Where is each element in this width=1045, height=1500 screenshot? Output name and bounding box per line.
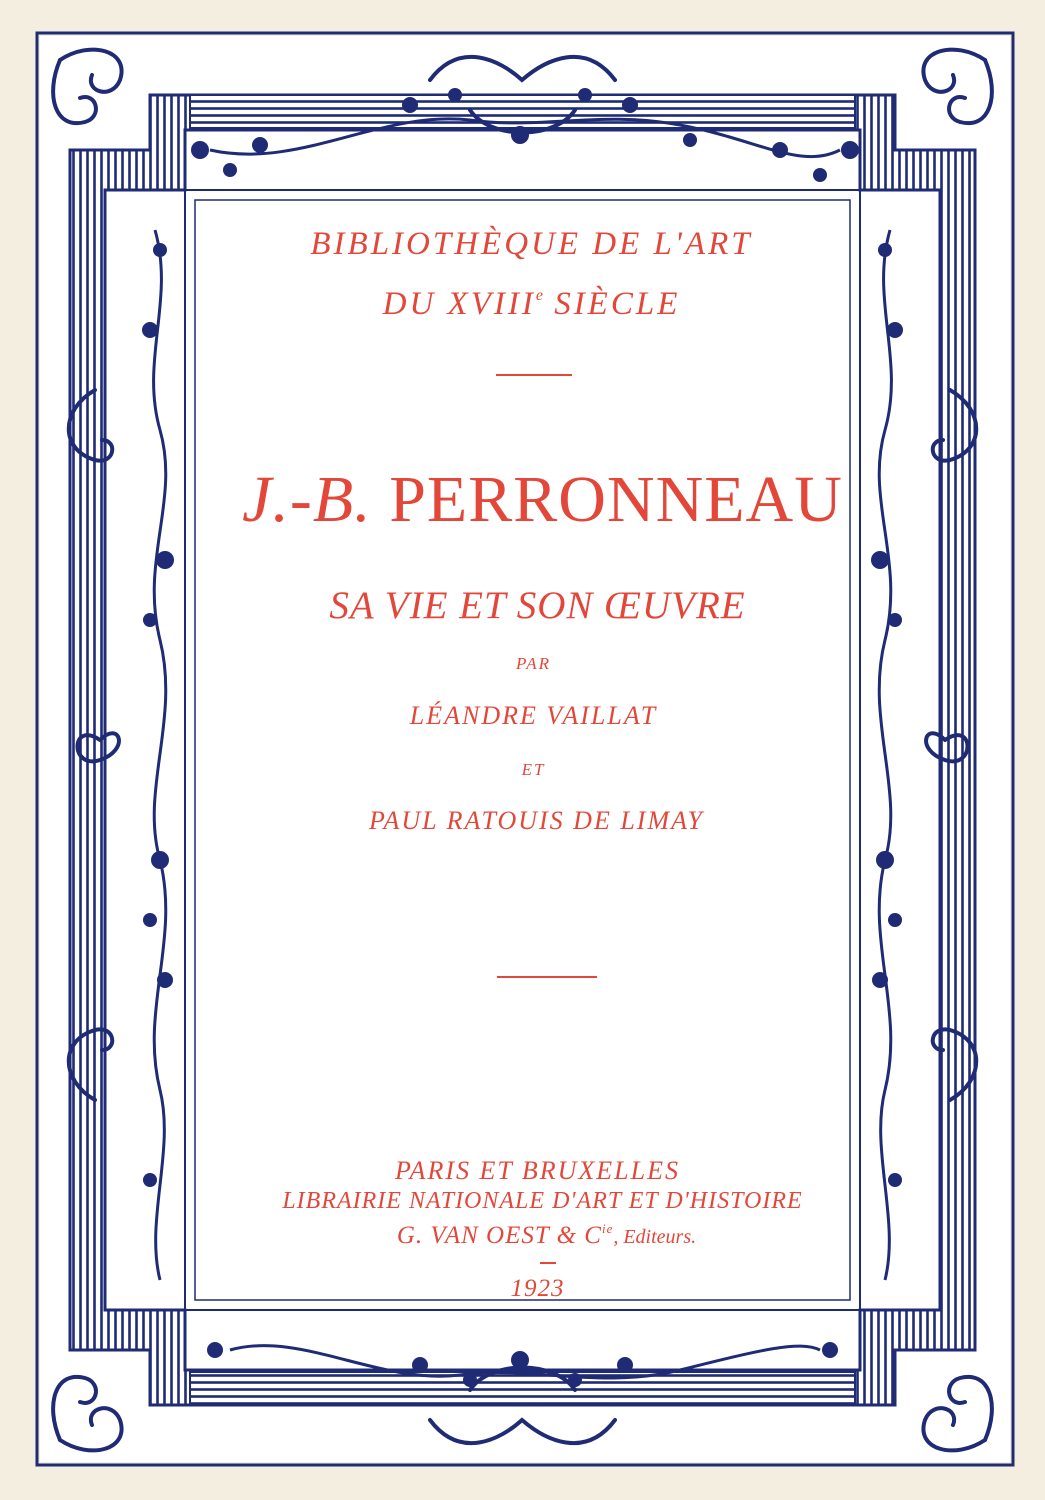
imprint-editor	[0, 1221, 1045, 1250]
editor-name	[397, 1222, 613, 1249]
author-1: LÉANDRE VAILLAT	[409, 701, 658, 730]
conjunction-label: ET	[521, 760, 546, 779]
title-surname: PERRONNEAU	[389, 463, 843, 536]
series-title-line-1: BIBLIOTHÈQUE DE L'ART	[310, 226, 753, 262]
editor-superscript: ie	[601, 1221, 614, 1236]
title-initials: J.-B.	[242, 463, 372, 536]
series-title-line-2	[0, 286, 1045, 323]
book-subtitle: SA VIE ET SON ŒUVRE	[329, 584, 746, 627]
imprint-publisher: LIBRAIRIE NATIONALE D'ART ET D'HISTOIRE	[282, 1188, 803, 1214]
imprint-place: PARIS ET BRUXELLES	[395, 1156, 680, 1185]
divider-small	[540, 1262, 556, 1264]
series-title-superscript: e	[535, 287, 543, 304]
series-title-end: SIÈCLE	[542, 286, 681, 322]
divider-top	[496, 374, 572, 376]
author-2: PAUL RATOUIS DE LIMAY	[368, 806, 705, 835]
editor-main: G. VAN OEST & C	[396, 1222, 602, 1249]
divider-middle	[497, 976, 597, 978]
editor-suffix: , Editeurs.	[613, 1226, 697, 1248]
imprint-year: 1923	[510, 1275, 565, 1302]
by-label: PAR	[516, 654, 551, 673]
book-title	[0, 462, 1045, 538]
series-title-main: DU XVIII	[382, 286, 536, 322]
